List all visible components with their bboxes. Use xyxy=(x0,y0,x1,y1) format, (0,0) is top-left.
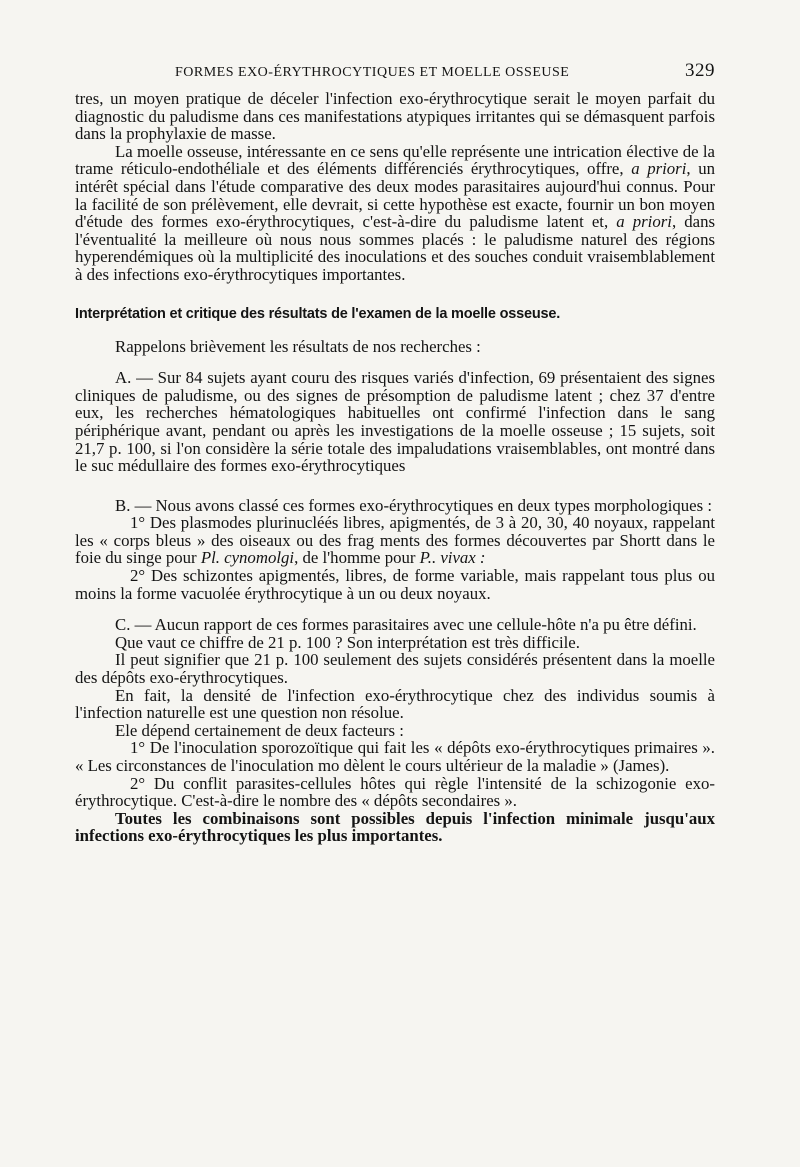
paragraph-facteur-2: 2° Du conflit parasites-cellules hôtes qui règle l'intensité de la schizogonie exo-érythrocytique. C'est-à-dire le nombre des « dépôts secondaires ». xyxy=(75,773,715,811)
paragraph-signification: Il peut signifier que 21 p. 100 seulement des sujets considérés présentent dans la moelle des dépôts exo-érythrocytiques. xyxy=(75,650,715,688)
paragraph-facteur-1: 1° De l'inoculation sporozoïtique qui fait les « dépôts exo-érythrocytiques primaires ». « Les circonstances de l'inoculation mo dèlent le cours ultérieur de la maladie » (James). xyxy=(75,738,715,775)
paragraph-intro-continuation: tres, un moyen pratique de déceler l'infection exo-érythrocytique serait le moyen parfait du diagnostic du paludisme dans ces manifestations atypiques irritantes qui se démasquent parfois dans la prophylaxie de masse. xyxy=(75,89,715,144)
paragraph-point-c: C. — Aucun rapport de ces formes parasitaires avec une cellule-hôte n'a pu être défini. xyxy=(115,615,697,635)
paragraph-rappel: Rappelons brièvement les résultats de nos recherches : xyxy=(115,336,481,356)
paragraph-combinaisons: Toutes les combinaisons sont possibles depuis l'infection minimale jusqu'aux infections exo-érythrocytiques les plus importantes. xyxy=(75,808,715,846)
paragraph-chiffre: Que vaut ce chiffre de 21 p. 100 ? Son interprétation est très difficile. xyxy=(115,632,580,652)
page-header xyxy=(75,60,715,82)
page-number: 329 xyxy=(685,60,715,81)
paragraph-point-b1: 1° Des plasmodes plurinucléés libres, apigmentés, de 3 à 20, 30, 40 noyaux, rappelant les « corps bleus » des oiseaux ou des frag ments des formes découvertes par Shortt dans le foie du singe pour Pl. cynomolgi, de l'homme pour P.. vivax : xyxy=(75,513,715,568)
paragraph-point-b: B. — Nous avons classé ces formes exo-érythrocytiques en deux types morphologiques : xyxy=(115,495,713,515)
page xyxy=(75,60,715,845)
paragraph-point-a: A. — Sur 84 sujets ayant couru des risques variés d'infection, 69 présentaient des signes cliniques de paludisme, ou des signes de présomption de paludisme latent ; chez 37 d'entre eux, les recherches hématologiques habituelles ont confirmé l'infection dans le sang périphérique avant, pendant ou après les investigations de la moelle osseuse ; 15 sujets, soit 21,7 p. 100, si l'on considère la série totale des impaludations vraisemblables, ont montré dans le suc médullaire des formes exo-érythrocytiques xyxy=(75,368,715,476)
section-heading: Interprétation et critique des résultats de l'examen de la moelle osseuse. xyxy=(75,305,561,322)
running-title: FORMES EXO-ÉRYTHROCYTIQUES ET MOELLE OSSEUSE xyxy=(175,65,570,80)
paragraph-densite: En fait, la densité de l'infection exo-érythrocytique chez des individus soumis à l'infection naturelle est une question non résolue. xyxy=(75,685,715,723)
paragraph-moelle-osseuse: La moelle osseuse, intéressante en ce sens qu'elle représente une intrication élective de la trame réticulo-endothéliale et des éléments différenciés érythrocytiques, offre, a priori, un intérêt spécial dans l'étude comparative des deux modes parasitaires aujourd'hui connus. Pour la facilité de son prélèvement, elle devrait, si cette hypothèse est exacte, fournir un bon moyen d'étude des formes exo-érythrocytiques, c'est-à-dire du paludisme latent et, a priori, dans l'éventualité la meilleure où nous nous sommes placés : le paludisme naturel des régions hyperendémiques où la multiplicité des inoculations et des souches conduit vraisemblablement à des infections exo-érythrocytiques importantes. xyxy=(75,141,716,284)
paragraph-point-b2: 2° Des schizontes apigmentés, libres, de forme variable, mais rappelant tous plus ou moins la forme vacuolée érythrocytique à un ou deux noyaux. xyxy=(75,566,715,603)
paragraph-facteurs: Ele dépend certainement de deux facteurs : xyxy=(115,720,404,740)
